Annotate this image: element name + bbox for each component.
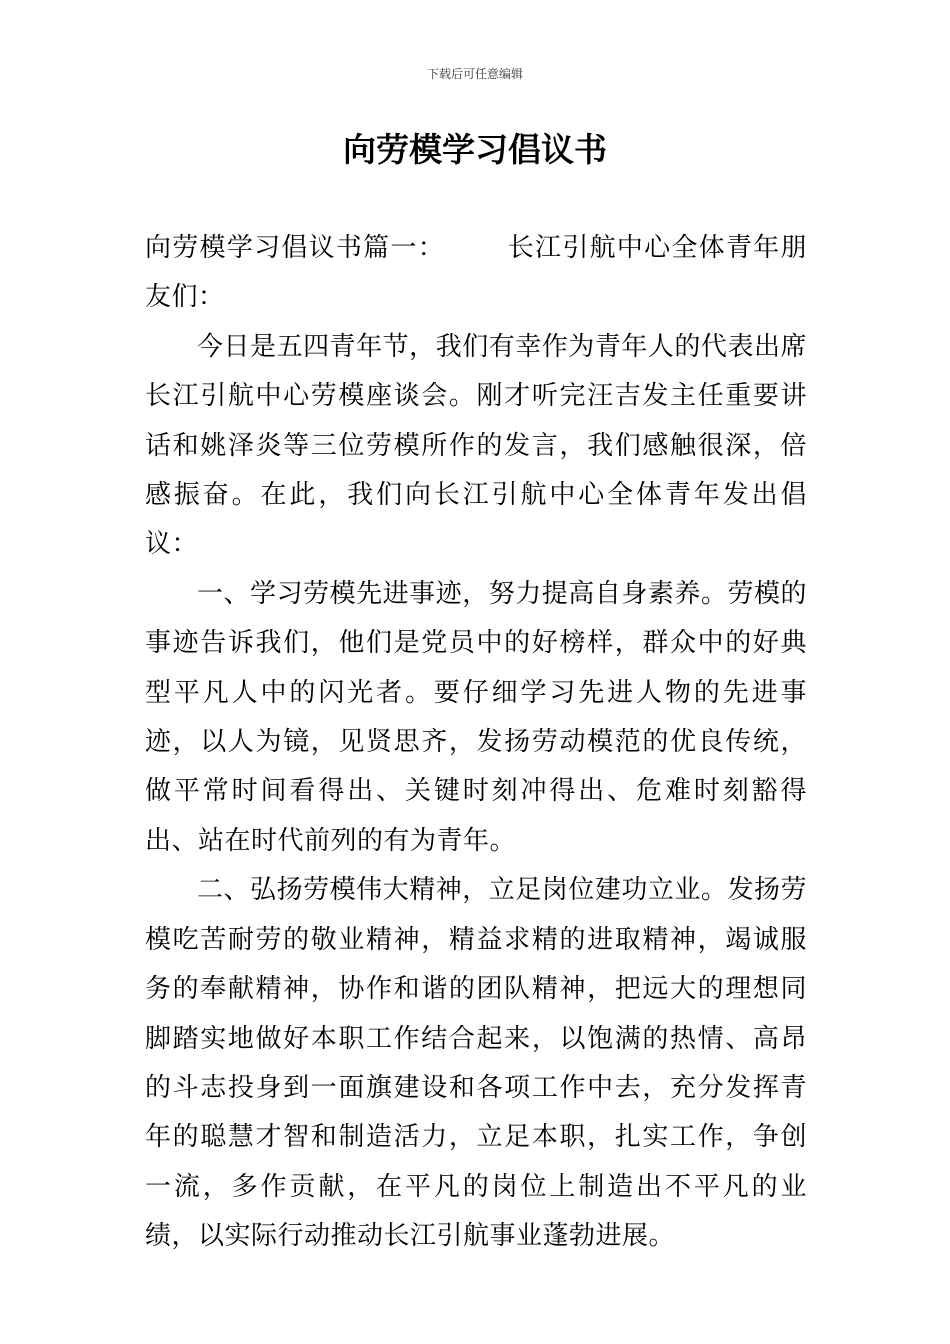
paragraph-point-one: 一、学习劳模先进事迹，努力提高自身素养。劳模的事迹告诉我们，他们是党员中的好榜样，群众中的好典型平凡人中的闪光者。要仔细学习先进人物的先进事迹，以人为镜，见贤思齐，发扬劳动模范的优良传统，做平常时间看得出、关键时刻冲得出、危难时刻豁得出、站在时代前列的有为青年。 — [145, 578, 807, 856]
paragraph-intro: 今日是五四青年节，我们有幸作为青年人的代表出席长江引航中心劳模座谈会。刚才听完汪吉发主任重要讲话和姚泽炎等三位劳模所作的发言，我们感触很深，倍感振奋。在此，我们向长江引航中心全体青年发出倡议： — [145, 331, 807, 560]
section-label: 向劳模学习倡议书篇一： — [145, 233, 445, 263]
salutation: 长江引航中心全体青年朋友们： — [145, 233, 807, 313]
paragraph-point-two: 二、弘扬劳模伟大精神，立足岗位建功立业。发扬劳模吃苦耐劳的敬业精神，精益求精的进取精神，竭诚服务的奉献精神，协作和谐的团队精神，把远大的理想同脚踏实地做好本职工作结合起来，以饱满的热情、高昂的斗志投身到一面旗建设和各项工作中去，充分发挥青年的聪慧才智和制造活力，立足本职，扎实工作，争创一流，多作贡献，在平凡的岗位上制造出不平凡的业绩，以实际行动推动长江引航事业蓬勃进展。 — [145, 875, 807, 1252]
document-body — [145, 224, 807, 1262]
document-title: 向劳模学习倡议书 — [343, 130, 607, 169]
header-note: 下载后可任意编辑 — [426, 67, 523, 81]
opening-line — [145, 224, 807, 323]
